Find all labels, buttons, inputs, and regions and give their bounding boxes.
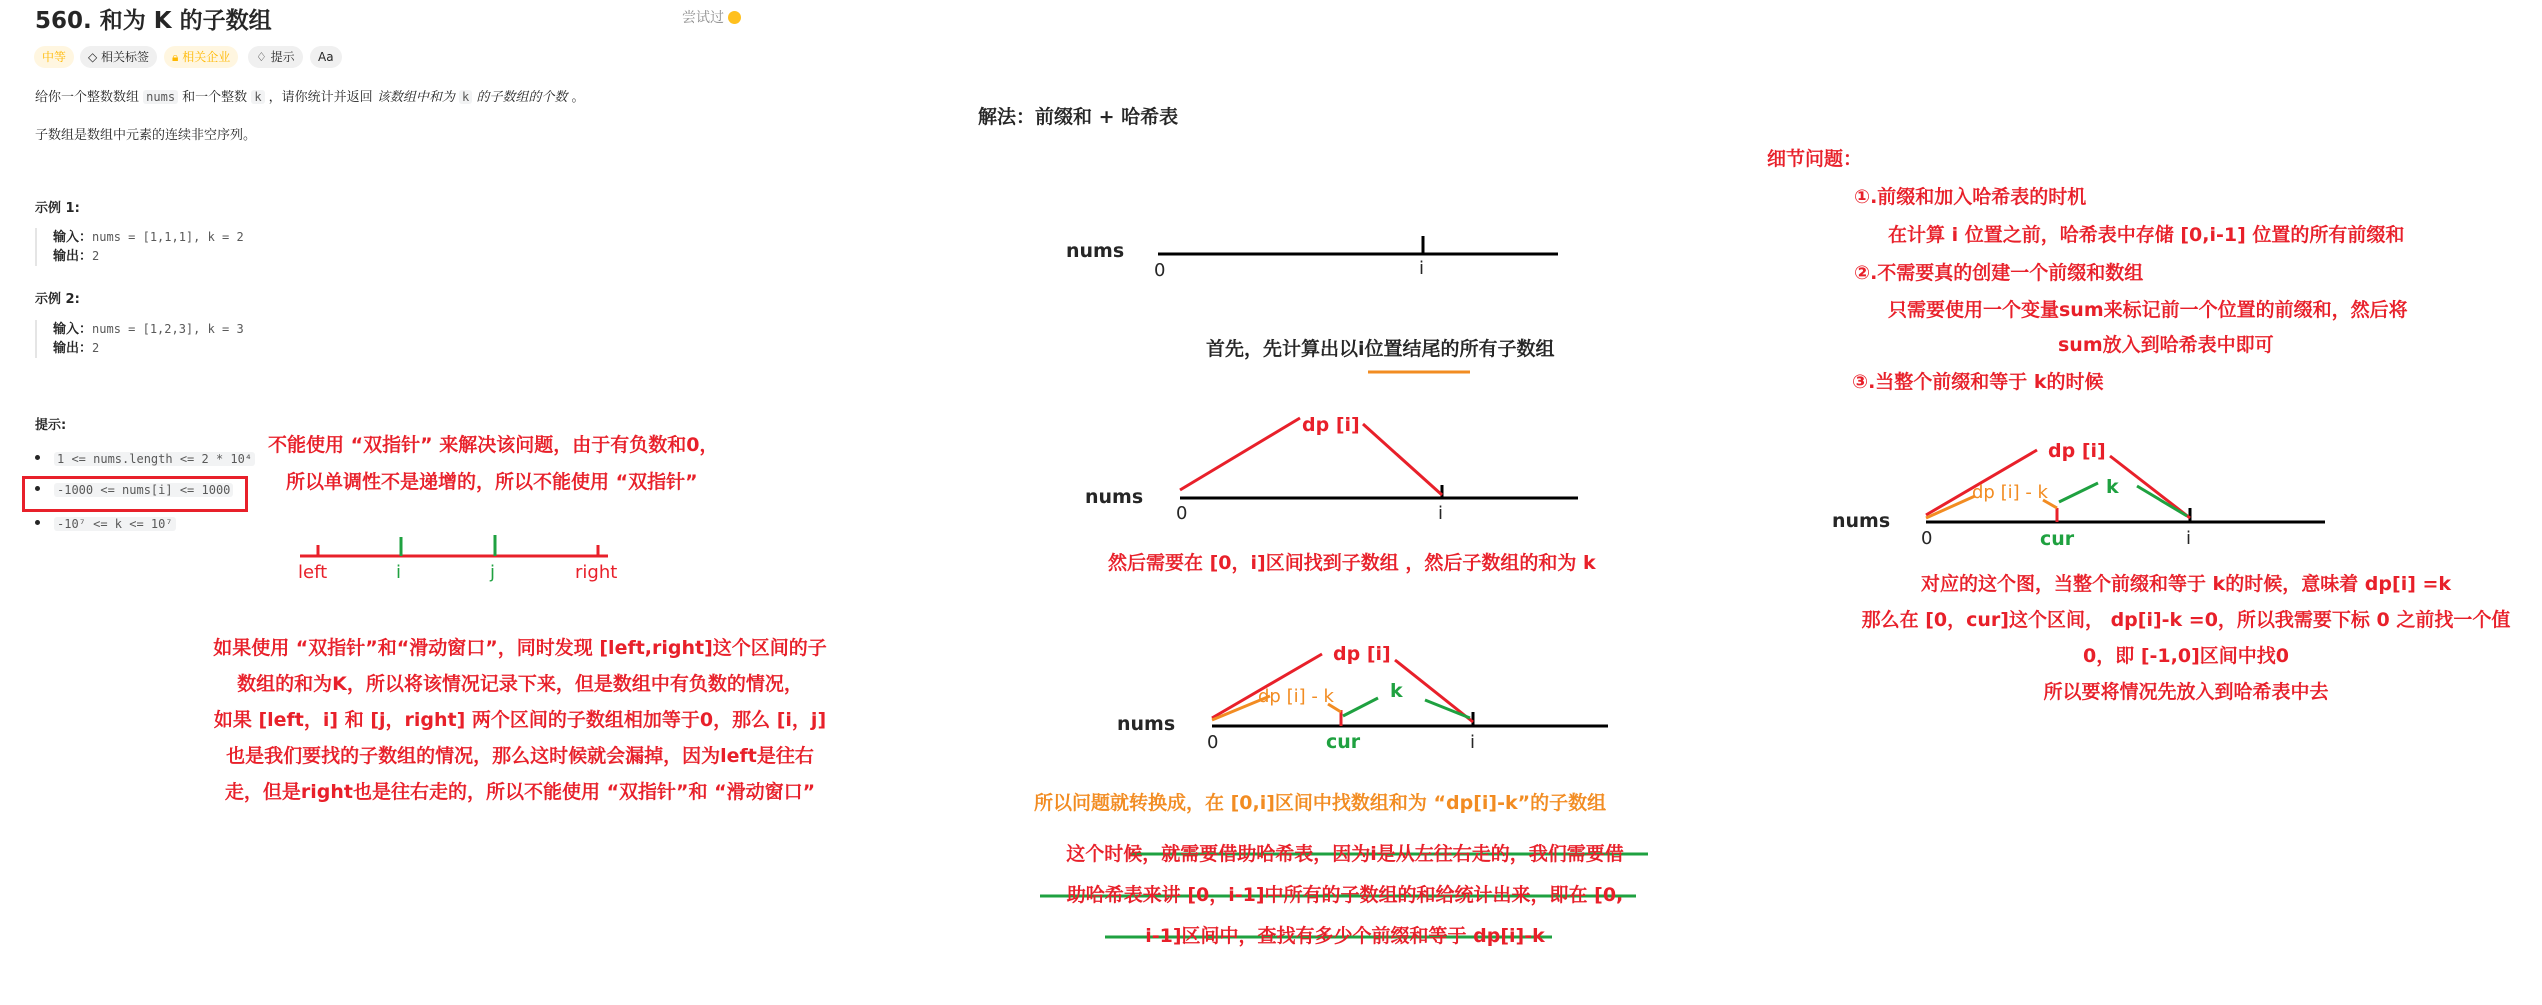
para-line: 走，但是right也是往右走的，所以不能使用 “双指针”和 “滑动窗口” xyxy=(224,781,816,803)
para-line: 如果 [left，i] 和 [j，right] 两个区间的子数组相加等于0，那么 [i，j] xyxy=(213,709,827,731)
output-label: 输出： xyxy=(53,341,93,356)
example-2-title: 示例 2: xyxy=(35,292,80,307)
desc-text: 和一个整数 xyxy=(178,90,252,105)
diagram-1 xyxy=(1158,236,1558,254)
d2-dp-label: dp [i] xyxy=(1302,414,1360,436)
d3-cur-label: cur xyxy=(1326,731,1361,753)
para-line: 也是我们要找的子数组的情况，那么这时候就会漏掉，因为left是往右 xyxy=(226,745,814,767)
equal-k-explanation xyxy=(1836,566,2536,710)
detail-point-2-text-1: 只需要使用一个变量sum来标记前一个位置的前缀和，然后将 xyxy=(1888,299,2408,321)
d1-zero-label: 0 xyxy=(1154,260,1166,281)
axis-label-i: i xyxy=(396,562,402,583)
d3-k-label: k xyxy=(1390,680,1403,702)
hints-title: 提示: xyxy=(35,418,67,433)
output-value: 2 xyxy=(92,249,100,263)
para-line: 数组的和为K，所以将该情况记录下来，但是数组中有负数的情况， xyxy=(237,673,803,695)
para-line: 如果使用 “双指针”和“滑动窗口”，同时发现 [left,right]这个区间的子 xyxy=(213,637,827,659)
output-value: 2 xyxy=(92,341,100,355)
d2-zero-label: 0 xyxy=(1176,503,1188,524)
detail-point-3: ③.当整个前缀和等于 k的时候 xyxy=(1852,371,2104,393)
d4-dp-label: dp [i] xyxy=(2048,440,2106,462)
desc-text: 给你一个整数数组 xyxy=(35,90,144,105)
axis-label-right: right xyxy=(575,562,618,583)
k-arc-right xyxy=(2137,486,2187,516)
output-label: 输出： xyxy=(53,249,93,264)
dp-arc-left xyxy=(1180,418,1300,490)
hash-note xyxy=(1010,834,1680,957)
d1-nums-label: nums xyxy=(1066,240,1125,262)
desc-text: 。 xyxy=(567,90,585,105)
axis-label-j: j xyxy=(490,562,496,583)
input-label: 输入： xyxy=(53,230,93,245)
example-1-title: 示例 1: xyxy=(35,201,80,216)
solution-heading: 解法：前缀和 + 哈希表 xyxy=(978,106,1179,128)
input-value: nums = [1,2,3], k = 3 xyxy=(92,322,244,336)
input-value: nums = [1,1,1], k = 2 xyxy=(92,230,244,244)
d2-nums-label: nums xyxy=(1085,486,1144,508)
desc-emphasis: 该数组中和为 xyxy=(376,90,459,105)
desc-emphasis: 的子数组的个数 xyxy=(472,90,568,105)
hash-line: 这个时候，就需要借助哈希表，因为i是从左往右走的，我们需要借 xyxy=(1066,843,1624,865)
detail-point-1: ①.前缀和加入哈希表的时机 xyxy=(1854,186,2087,208)
constraint-text: 1 <= nums.length <= 2 * 10⁴ xyxy=(54,452,255,466)
desc-code-k: k xyxy=(251,90,264,104)
left-axis xyxy=(300,535,608,556)
details-title: 细节问题： xyxy=(1767,148,1863,170)
detail-point-1-text: 在计算 i 位置之前，哈希表中存储 [0,i-1] 位置的所有前缀和 xyxy=(1888,224,2405,246)
desc-code-k: k xyxy=(459,90,472,104)
expl-line: 那么在 [0，cur]这个区间， dp[i]-k =0，所以我需要下标 0 之前找一个值 xyxy=(1861,609,2511,631)
d4-cur-label: cur xyxy=(2040,528,2075,550)
desc-code-nums: nums xyxy=(143,90,178,104)
input-label: 输入： xyxy=(53,322,93,337)
d3-nums-label: nums xyxy=(1117,713,1176,735)
constraint-text: -10⁷ <= k <= 10⁷ xyxy=(54,517,176,531)
two-pointer-explanation xyxy=(180,630,860,810)
k-arc-left xyxy=(1343,698,1378,716)
problem-description-2: 子数组是数组中元素的连续非空序列。 xyxy=(35,128,257,143)
detail-point-2: ②.不需要真的创建一个前缀和数组 xyxy=(1854,262,2144,284)
lightbulb-icon: ♢ xyxy=(256,50,271,64)
tag-icon: ◇ xyxy=(88,50,102,64)
hint-button-label: 提示 xyxy=(270,50,295,64)
companies-tag-label: 相关企业 xyxy=(182,50,231,64)
d4-zero-label: 0 xyxy=(1921,528,1933,549)
tried-label: 尝试过 xyxy=(682,10,724,26)
difficulty-tag: 中等 xyxy=(34,46,74,68)
d3-i-label: i xyxy=(1470,732,1476,753)
convert-note: 所以问题就转换成，在 [0,i]区间中找数组和为 “dp[i]-k”的子数组 xyxy=(1034,792,1607,814)
first-compute-note: 首先，先计算出以i位置结尾的所有子数组 xyxy=(1206,338,1555,360)
dp-arc-right xyxy=(1363,424,1442,495)
axis-label-left: left xyxy=(298,562,328,583)
expl-line: 0，即 [-1,0]区间中找0 xyxy=(2083,645,2289,667)
d3-zero-label: 0 xyxy=(1207,732,1219,753)
then-note: 然后需要在 [0，i]区间找到子数组 ，然后子数组的和为 k xyxy=(1108,552,1596,574)
desc-text: ，请你统计并返回 xyxy=(264,90,377,105)
font-button[interactable]: Aa xyxy=(310,46,342,68)
d4-dpk-label: dp [i] - k xyxy=(1972,482,2048,503)
hash-line: i-1]区间中，查找有多少个前缀和等于 dp[i]-k xyxy=(1145,925,1545,947)
lock-icon: 🔒︎ xyxy=(172,50,183,64)
detail-point-2-text-2: sum放入到哈希表中即可 xyxy=(2058,334,2274,356)
diagram-2 xyxy=(1180,418,1578,498)
d4-i-label: i xyxy=(2186,528,2192,549)
d4-k-label: k xyxy=(2106,476,2119,498)
dp-arc-right xyxy=(1395,660,1473,722)
k-arc-left xyxy=(2059,483,2098,502)
expl-line: 所以要将情况先放入到哈希表中去 xyxy=(2043,681,2329,703)
constraint-text: -1000 <= nums[i] <= 1000 xyxy=(54,483,233,497)
problem-title[interactable]: 560. 和为 K 的子数组 xyxy=(35,8,272,34)
d2-i-label: i xyxy=(1438,503,1444,524)
d3-dpk-label: dp [i] - k xyxy=(1258,686,1334,707)
expl-line: 对应的这个图，当整个前缀和等于 k的时候，意味着 dp[i] =k xyxy=(1920,573,2452,595)
d1-i-label: i xyxy=(1419,258,1425,279)
no-two-pointer-note-2: 所以单调性不是递增的，所以不能使用 “双指针” xyxy=(286,471,698,493)
d4-nums-label: nums xyxy=(1832,510,1891,532)
dp-arc-right xyxy=(2110,456,2190,518)
hash-line: 助哈希表来讲 [0，i-1]中所有的子数组的和给统计出来，即在 [0, xyxy=(1066,884,1624,906)
d3-dp-label: dp [i] xyxy=(1333,643,1391,665)
no-two-pointer-note-1: 不能使用 “双指针” 来解决该问题，由于有负数和0， xyxy=(268,434,719,456)
topics-tag-label: 相关标签 xyxy=(101,50,150,64)
